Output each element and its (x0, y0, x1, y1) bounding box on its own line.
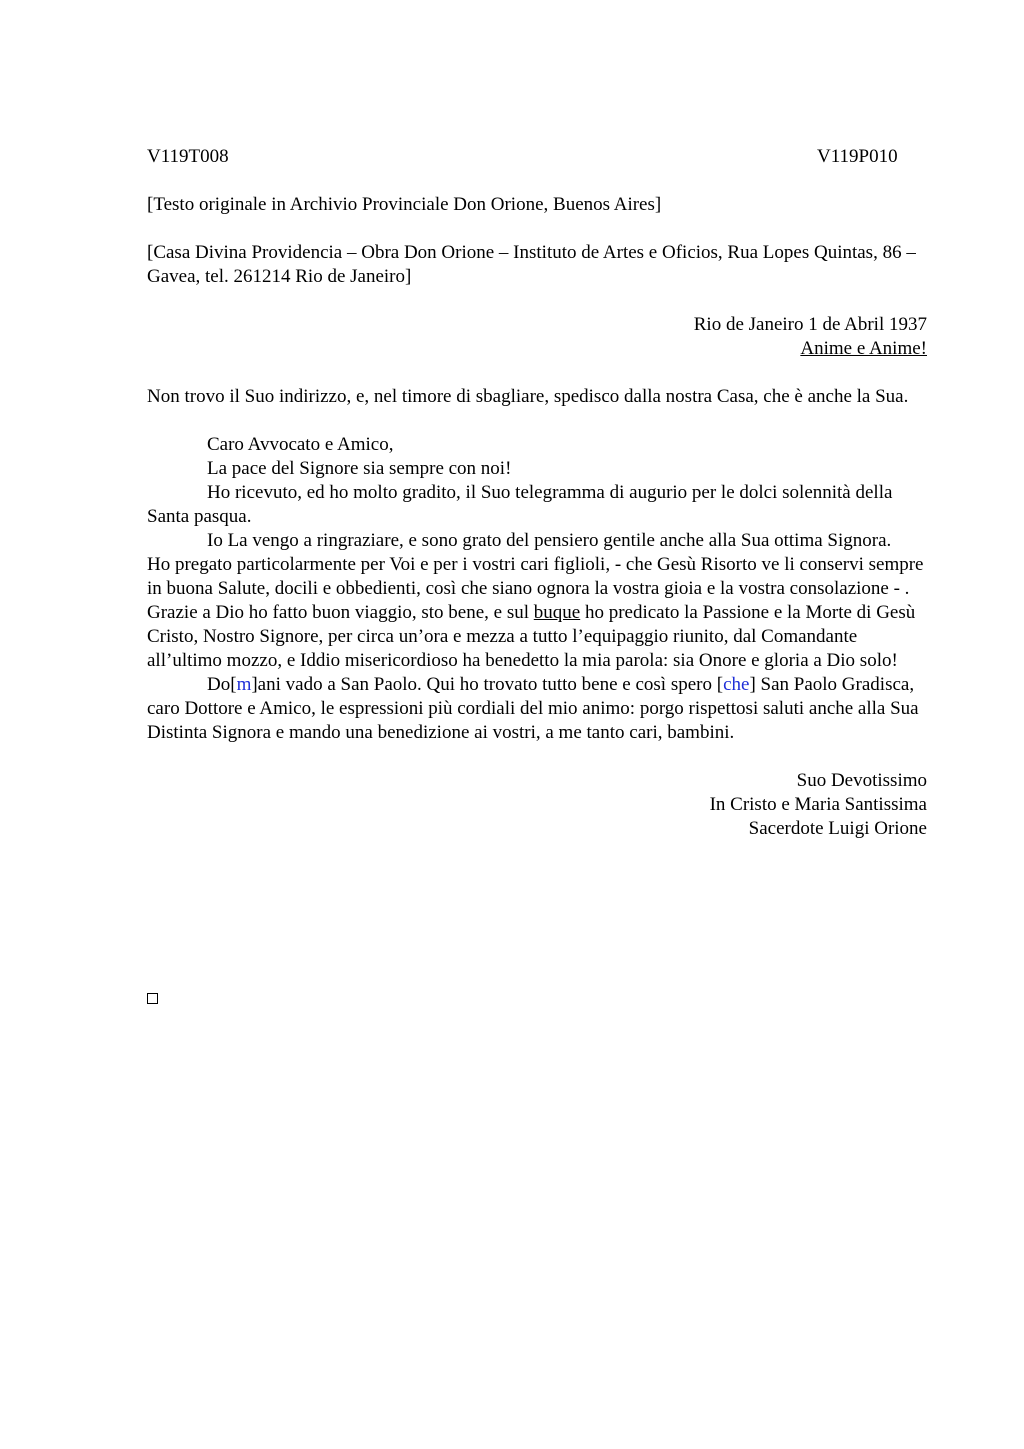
letterhead: [Casa Divina Providencia – Obra Don Orione – Instituto de Artes e Oficios, Rua Lopes Quintas, 86 – Gavea, tel. 261214 Rio de Janeiro] (147, 242, 916, 287)
body-paragraph-1: Ho ricevuto, ed ho molto gradito, il Suo telegramma di augurio per le dolci solennità della Santa pasqua. (147, 482, 893, 527)
closing-line-1: Suo Devotissimo (796, 770, 927, 791)
greeting: La pace del Signore sia sempre con noi! (207, 458, 512, 479)
p4-after: ho predicato la Passione e la Morte di Gesù Cristo, Nostro Signore, per circa un’ora e mezza a tutto l’equipaggio riunito, dal Comandante all’ultimo mozzo, e Iddio misericordioso ha benedetto la mia parola: sia Onore e gloria a Dio solo! (147, 602, 916, 671)
body-paragraph-3: Ho pregato particolarmente per Voi e per i vostri cari figlioli, - che Gesù Risorto ve li conservi sempre in buona Salute, docili e obbedienti, così che siano ognora la vostra gioia e la vostra consolazione - . (147, 554, 924, 599)
p5-part-2: ]ani vado a San Paolo. Qui ho trovato tutto bene e così spero [ (251, 674, 724, 695)
salutation: Caro Avvocato e Amico, (207, 434, 394, 455)
closing-line-2: In Cristo e Maria Santissima (709, 794, 927, 815)
p4-before: Grazie a Dio ho fatto buon viaggio, sto bene, e sul (147, 602, 534, 623)
document-code-left: V119T008 (147, 146, 229, 167)
motto: Anime e Anime! (800, 338, 927, 359)
document-code-right: V119P010 (817, 146, 898, 167)
body-paragraph-5 (147, 673, 927, 745)
source-note: [Testo originale in Archivio Provinciale Don Orione, Buenos Aires] (147, 194, 662, 215)
letter-page (147, 145, 927, 841)
checkbox-square-icon (147, 993, 158, 1004)
body-paragraph-4 (147, 601, 927, 673)
signature: Sacerdote Luigi Orione (748, 818, 927, 839)
editorial-insert-che: che (723, 674, 750, 695)
editorial-insert-m: m (236, 674, 252, 695)
p5-part-3: ] San Paolo Gradisca, caro Dottore e Amico, le espressioni più cordiali del mio animo: porgo rispettosi saluti anche alla Sua Distinta Signora e mando una benedizione ai vostri, a me tanto cari, bambini. (147, 674, 919, 743)
document-codes (147, 145, 927, 169)
p5-part-1: Do[ (207, 674, 237, 695)
preface: Non trovo il Suo indirizzo, e, nel timore di sbagliare, spedisco dalla nostra Casa, che è anche la Sua. (147, 386, 909, 407)
motto-line (147, 337, 927, 361)
underlined-word: buque (533, 602, 581, 623)
place-date: Rio de Janeiro 1 de Abril 1937 (693, 314, 927, 335)
body-paragraph-2: Io La vengo a ringraziare, e sono grato del pensiero gentile anche alla Sua ottima Signora. (207, 530, 892, 551)
